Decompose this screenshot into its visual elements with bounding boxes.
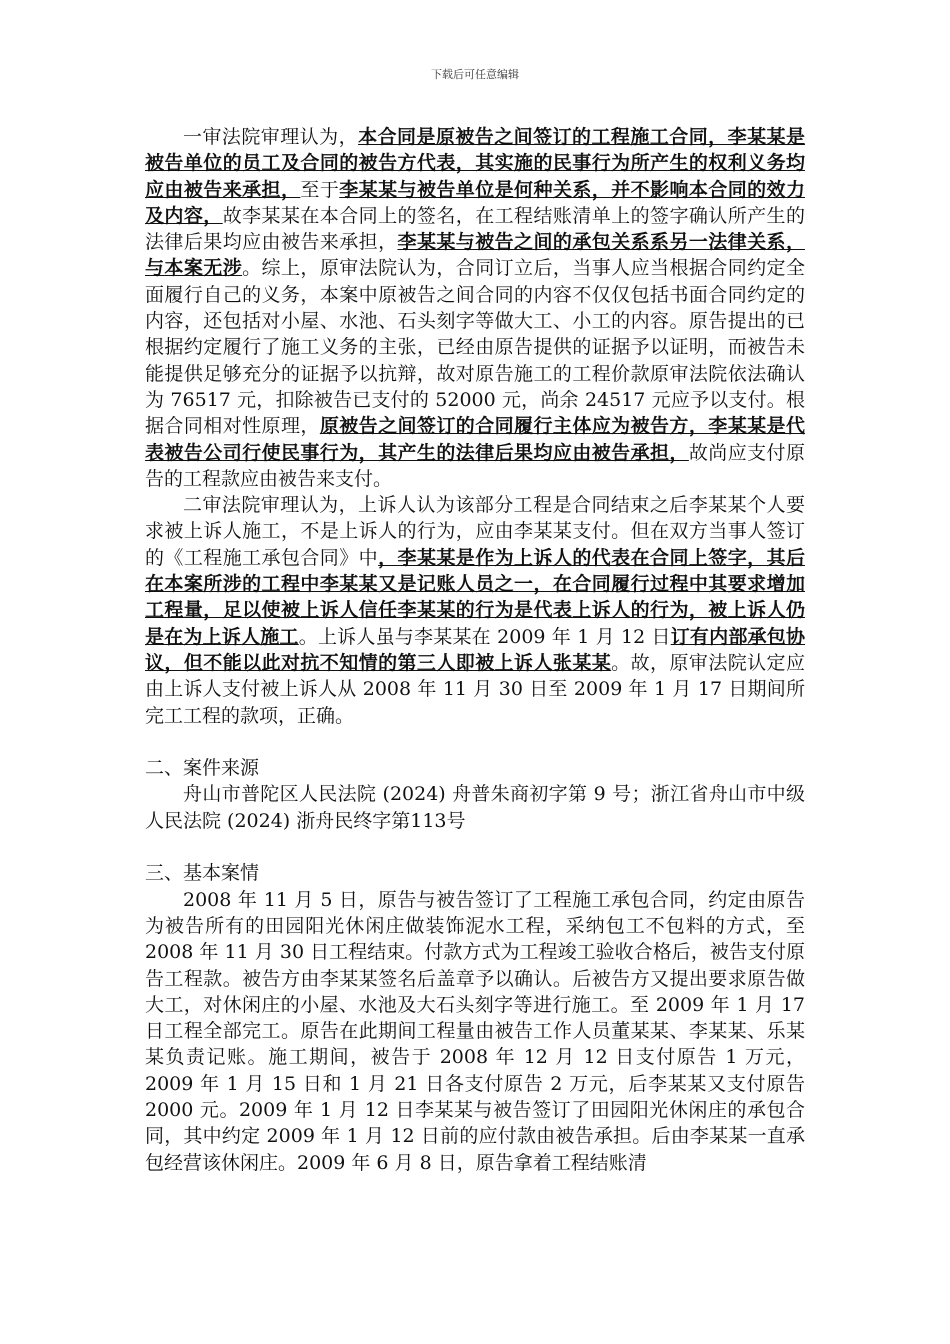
emphasis-span: 李某某与被告之间的承包关系系另一法律关系，与本案无涉 — [145, 231, 805, 280]
text-span: 。综上，原审法院认为，合同订立后，当事人应当根据合同约定全面履行自己的义务，本案中原被告之间合同的内容不仅仅包括书面合同约定的内容，还包括对小屋、水池、石头刻字等做大工、小工的内容。原告提出的已根据约定履行了施工义务的主张，已经由原告提供的证据予以证明，而被告未能提供足够充分的证据予以抗辩，故对原告施工的工程价款原审法院依法确认为 76517 元，扣除被告已支付的 52000 元，尚余 24517 元应予以支付。根据合同相对性原理， — [145, 257, 805, 438]
paragraph-first-instance — [145, 124, 805, 492]
text-span: 故李某某在本合同上的签名，在工程结账清单上的签字确认所产生的法律后果均应由被告来承担， — [145, 204, 805, 254]
blank-line — [145, 729, 805, 755]
text-span: 二审法院审理认为，上诉人认为该部分工程是合同结束之后李某某个人要求被上诉人施工，不是上诉人的行为，应由李某某支付。但在双方当事人签订的《工程施工承包合同》中 — [145, 494, 805, 569]
text-span: 至于 — [300, 178, 340, 201]
section-heading-case-source: 二、案件来源 — [145, 757, 260, 780]
emphasis-span: 本合同是原被告之间签订的工程施工合同，李某某是被告单位的员工及合同的被告方代表，其实施的民事行为所产生的权利义务均应由被告来承担， — [145, 126, 805, 201]
emphasis-span: ，李某某是作为上诉人的代表在合同上签字，其后在本案所涉的工程中李某某又是记账人员之一，在合同履行过程中其要求增加工程量，足以使被上诉人信任李某某的行为是代表上诉人的行为，被上诉人仍是在为上诉人施工 — [145, 546, 805, 648]
emphasis-span: 李某某与被告单位是何种关系，并不影响本合同的效力及内容， — [145, 178, 805, 227]
paragraph-second-instance — [145, 492, 805, 729]
text-span: 故尚应支付原告的工程款应由被告来支付。 — [145, 441, 805, 490]
section-heading-basic-facts: 三、基本案情 — [145, 862, 260, 885]
text-span: 。故，原审法院认定应由上诉人支付被上诉人从 2008 年 11 月 30 日至 2009 年 1 月 17 日期间所完工工程的款项，正确。 — [145, 651, 805, 727]
emphasis-span: 订有内部承包协议，但不能以此对抗不知情的第三人即被上诉人张某某 — [145, 625, 805, 674]
case-source-text: 舟山市普陀区人民法院 (2024) 舟普朱商初字第 9 号；浙江省舟山市中级人民法院 (2024) 浙舟民终字第113号 — [145, 783, 805, 832]
text-span: 一审法院审理认为， — [183, 126, 359, 148]
text-span: 。上诉人虽与李某某在 2009 年 1 月 12 日 — [298, 625, 671, 648]
document-body — [145, 124, 805, 1176]
blank-line — [145, 834, 805, 860]
basic-facts-text: 2008 年 11 月 5 日，原告与被告签订了工程施工承包合同，约定由原告为被告所有的田园阳光休闲庄做装饰泥水工程，采纳包工不包料的方式，至 2008 年 11 月 30 日工程结束。付款方式为工程竣工验收合格后，被告支付原告工程款。被告方由李某某签名后盖章予以确认。后被告方又提出要求原告做大工，对休闲庄的小屋、水池及大石头刻字等进行施工。至 2009 年 1 月 17 日工程全部完工。原告在此期间工程量由被告工作人员董某某、李某某、乐某某负责记账。施工期间，被告于 2008 年 12 月 12 日支付原告 1 万元，2009 年 1 月 15 日和 1 月 21 日各支付原告 2 万元，后李某某又支付原告 2000 元。2009 年 1 月 12 日李某某与被告签订了田园阳光休闲庄的承包合同，其中约定 2009 年 1 月 12 日前的应付款由被告承担。后由李某某一直承包经营该休闲庄。2009 年 6 月 8 日，原告拿着工程结账清 — [145, 888, 805, 1174]
page-header: 下载后可任意编辑 — [431, 68, 519, 81]
emphasis-span: 原被告之间签订的合同履行主体应为被告方，李某某是代表被告公司行使民事行为，其产生的法律后果均应由被告承担， — [145, 415, 805, 464]
